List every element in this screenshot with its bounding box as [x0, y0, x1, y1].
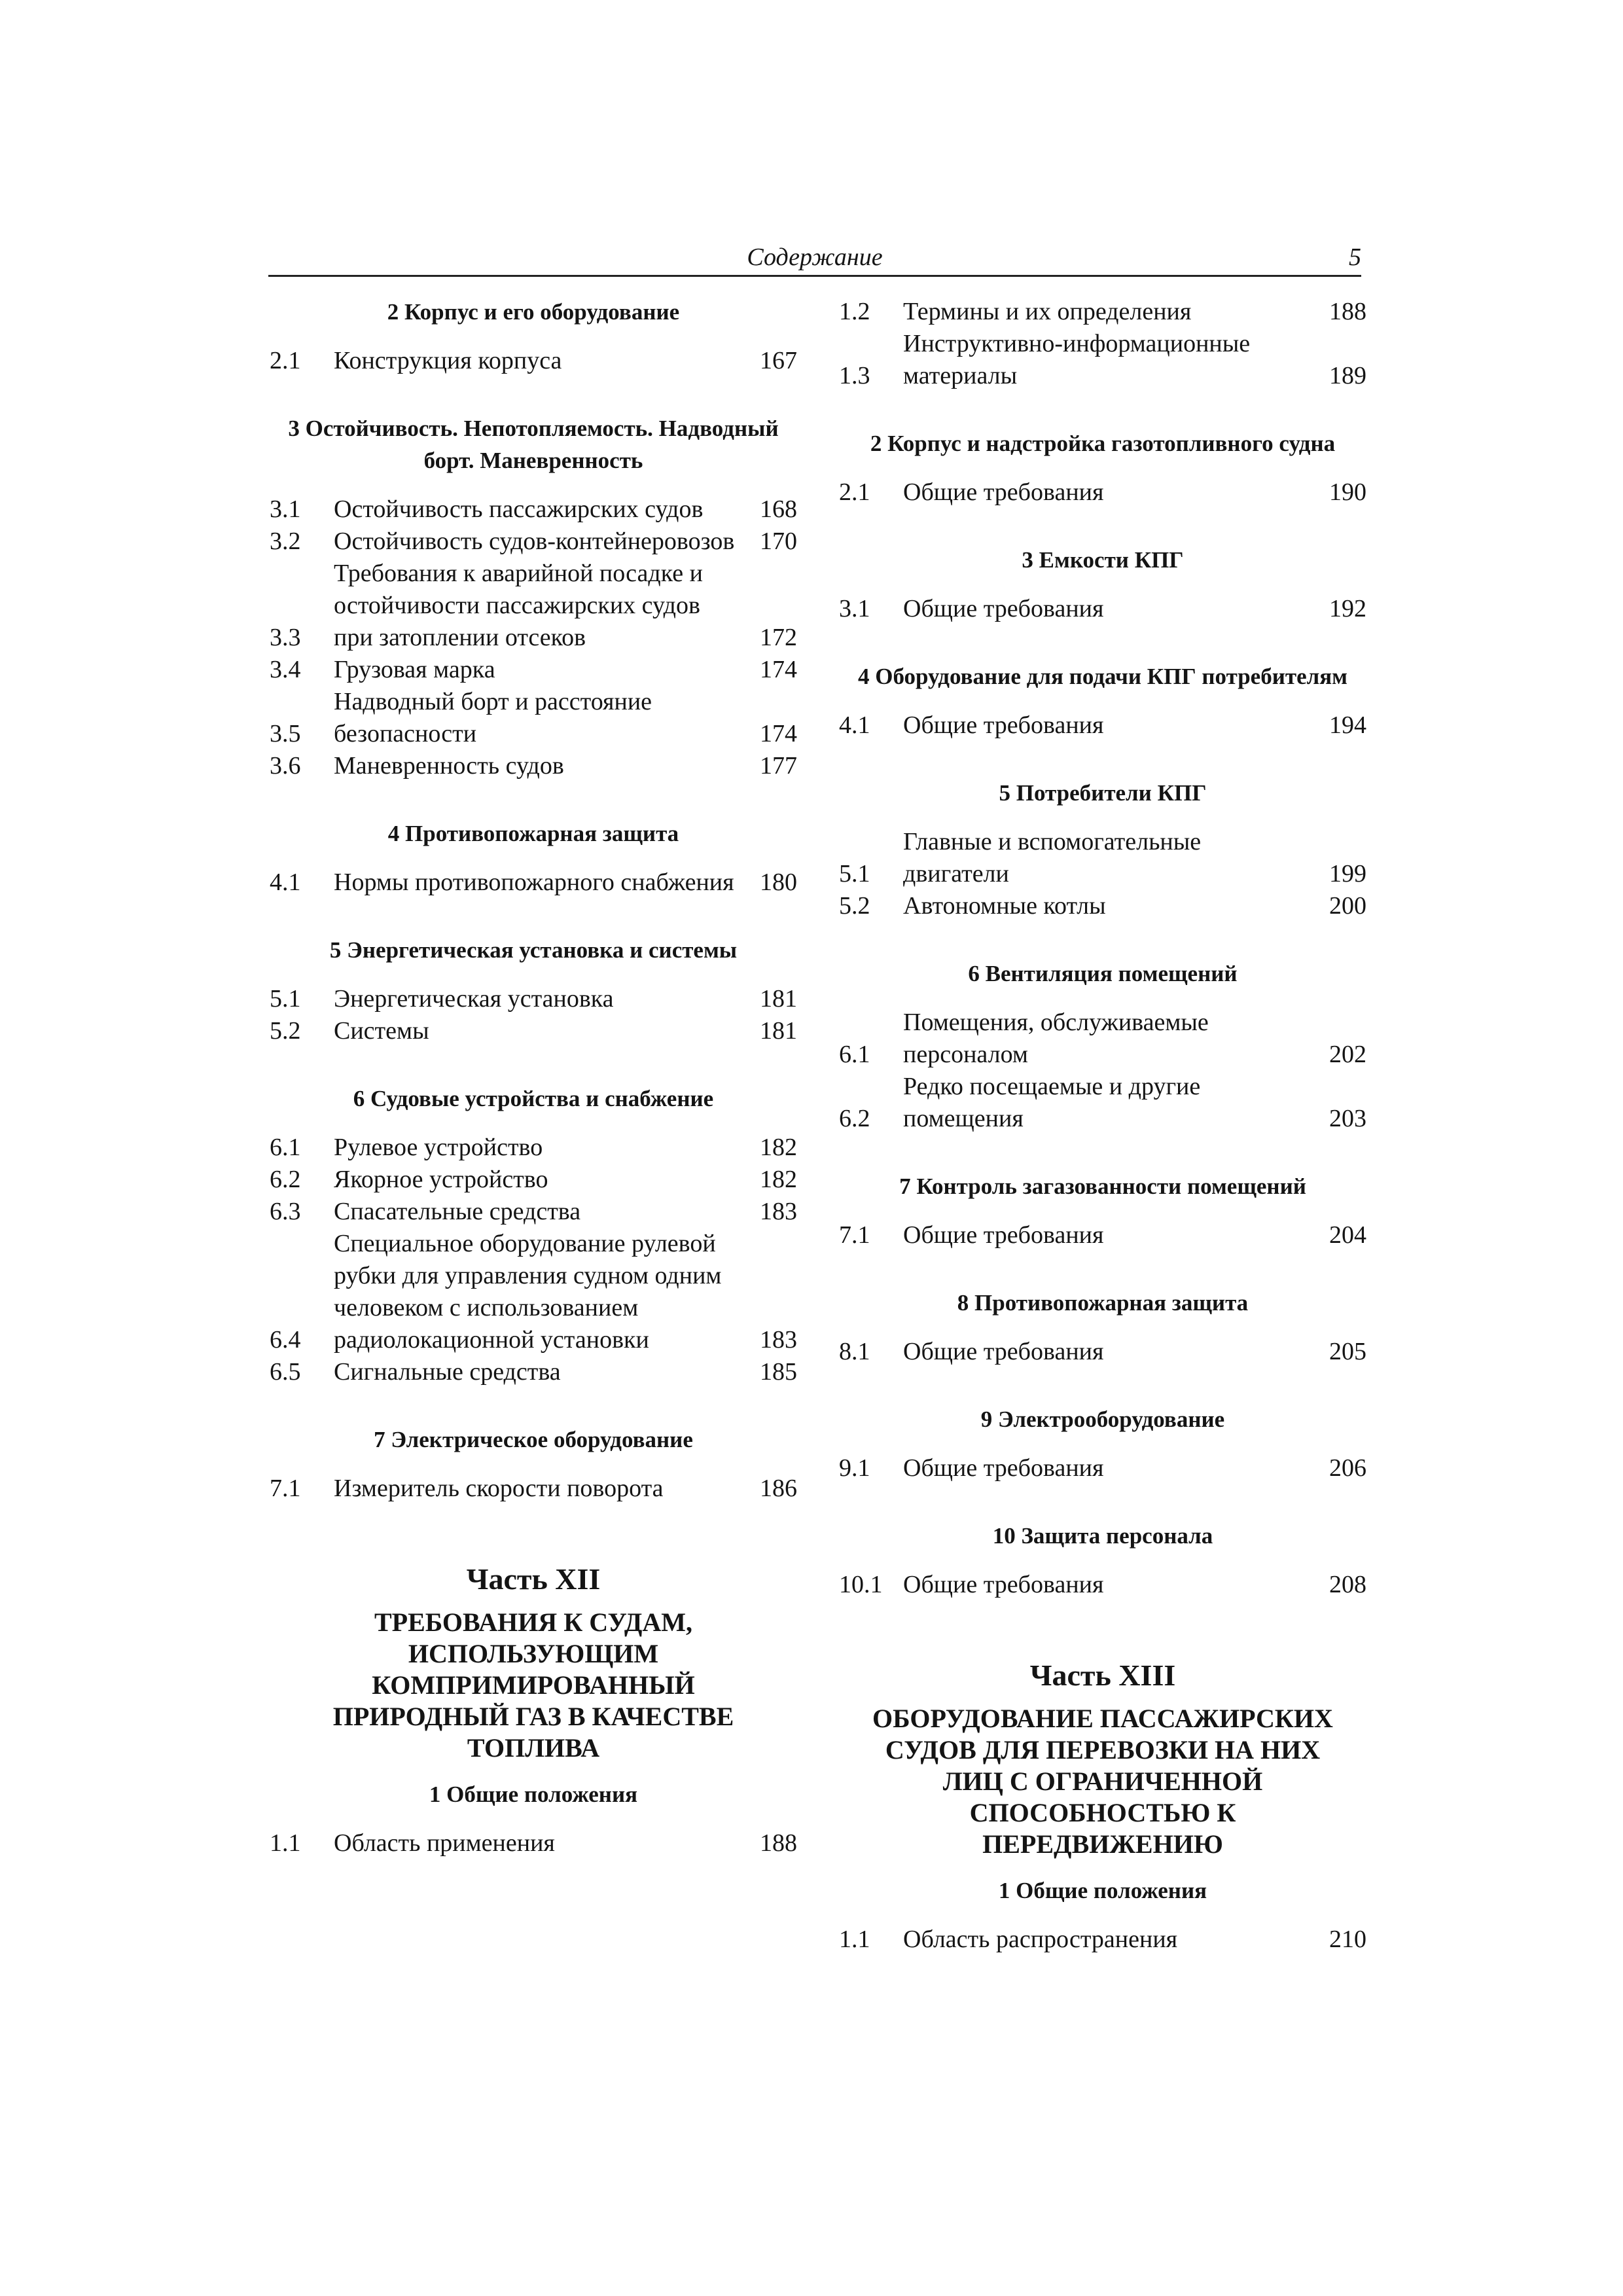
section-heading: 5 Потребители КПГ [999, 780, 1207, 806]
toc-entry[interactable] [270, 493, 797, 526]
toc-entry-page: 185 [760, 1358, 797, 1386]
toc-entry-number: 3.6 [270, 752, 301, 780]
toc-entry-page: 167 [760, 347, 797, 374]
toc-entry-page: 174 [760, 656, 797, 683]
dot-leader [1106, 600, 1322, 619]
section-heading: 6 Судовые устройства и снабжение [353, 1086, 714, 1111]
toc-entry-page: 190 [1329, 478, 1366, 506]
toc-entry[interactable] [270, 983, 797, 1015]
toc-entry[interactable] [270, 1164, 797, 1196]
dot-leader [746, 725, 753, 744]
dot-leader [432, 1022, 753, 1041]
toc-entry-number: 6.3 [270, 1198, 301, 1225]
dot-leader [1315, 1045, 1322, 1065]
dot-leader [737, 532, 753, 552]
header-rule [268, 275, 1361, 277]
dot-leader [616, 990, 753, 1009]
dot-leader [666, 1479, 753, 1499]
toc-entry-page: 189 [1329, 362, 1366, 389]
toc-entry-text: Надводный борт и расстояние безопасности [334, 688, 652, 747]
toc-entry[interactable] [270, 1196, 797, 1228]
section-heading: 5 Энергетическая установка и системы [329, 937, 738, 963]
toc-entry[interactable] [270, 686, 797, 750]
toc-entry-text: Общие требования [903, 1221, 1104, 1249]
toc-entry[interactable] [839, 593, 1366, 625]
toc-entry-number: 6.2 [839, 1105, 870, 1132]
toc-entry-text: Термины и их определения [903, 298, 1192, 325]
toc-entry-text: Маневренность судов [334, 752, 564, 780]
toc-entry-page: 170 [760, 528, 797, 555]
toc-entry-page: 182 [760, 1166, 797, 1193]
toc-entry-page: 194 [1329, 711, 1366, 739]
section-heading: 2 Корпус и надстройка газотопливного судна [870, 431, 1336, 456]
toc-entry[interactable] [270, 1228, 797, 1356]
toc-entry-text: Общие требования [903, 1571, 1104, 1598]
page-number: 5 [1349, 243, 1361, 271]
toc-entry-page: 177 [760, 752, 797, 780]
toc-entry-number: 3.5 [270, 720, 301, 747]
section-heading: 1 Общие положения [429, 1782, 638, 1807]
dot-leader [545, 1138, 753, 1158]
toc-entry-page: 204 [1329, 1221, 1366, 1249]
toc-entry[interactable] [270, 1473, 797, 1505]
toc-entry-page: 181 [760, 1017, 797, 1045]
toc-entry-text: Системы [334, 1017, 429, 1045]
toc-entry-text: Редко посещаемые и другие помещения [903, 1073, 1201, 1132]
toc-entry-page: 202 [1329, 1041, 1366, 1068]
toc-entry-text: Автономные котлы [903, 892, 1106, 920]
toc-entry-text: Грузовая марка [334, 656, 495, 683]
toc-entry-page: 186 [760, 1475, 797, 1502]
toc-entry-number: 4.1 [270, 869, 301, 896]
toc-entry-number: 7.1 [839, 1221, 870, 1249]
toc-entry-page: 203 [1329, 1105, 1366, 1132]
toc-entry[interactable] [839, 296, 1366, 328]
toc-entry[interactable] [839, 890, 1366, 922]
toc-entry-page: 168 [760, 495, 797, 523]
toc-entry-number: 1.2 [839, 298, 870, 325]
toc-entry[interactable] [839, 328, 1366, 392]
toc-entry[interactable] [839, 1336, 1366, 1368]
toc-entry-text: Требования к аварийной посадке и остойчивости пассажирских судов при затоплении отсеков [334, 560, 703, 651]
toc-entry-number: 3.3 [270, 624, 301, 651]
toc-entry[interactable] [839, 1219, 1366, 1251]
toc-entry[interactable] [270, 345, 797, 377]
toc-entry[interactable] [839, 1569, 1366, 1601]
toc-entry-text: Область применения [334, 1829, 555, 1857]
dot-leader [1106, 483, 1322, 503]
toc-entry-page: 205 [1329, 1338, 1366, 1365]
dot-leader [1106, 716, 1322, 736]
dot-leader [1315, 1109, 1322, 1129]
toc-entry-text: Нормы противопожарного снабжения [334, 869, 734, 896]
toc-entry-text: Общие требования [903, 1454, 1104, 1482]
toc-entry-text: Остойчивость судов-контейнеровозов [334, 528, 735, 555]
toc-entry-number: 3.1 [839, 595, 870, 622]
toc-entry[interactable] [270, 558, 797, 654]
toc-entry-number: 4.1 [839, 711, 870, 739]
toc-entry-text: Общие требования [903, 478, 1104, 506]
dot-leader [1106, 1575, 1322, 1595]
toc-entry[interactable] [270, 654, 797, 686]
toc-entry-number: 6.5 [270, 1358, 301, 1386]
toc-entry-page: 172 [760, 624, 797, 651]
dot-leader [1106, 1226, 1322, 1246]
toc-entry-text: Главные и вспомогательные двигатели [903, 828, 1202, 888]
dot-leader [1109, 897, 1322, 916]
toc-entry-number: 1.3 [839, 362, 870, 389]
toc-entry-number: 10.1 [839, 1571, 883, 1598]
dot-leader [705, 500, 753, 520]
dot-leader [1315, 865, 1322, 884]
toc-entry[interactable] [270, 1015, 797, 1047]
toc-entry-text: Специальное оборудование рулевой рубки для управления судном одним человеком с использованием радиолокационной установки [334, 1230, 722, 1354]
section-heading: 7 Контроль загазованности помещений [899, 1174, 1306, 1199]
toc-entry-number: 5.1 [839, 860, 870, 888]
toc-entry-number: 8.1 [839, 1338, 870, 1365]
dot-leader [583, 1202, 753, 1222]
part-subtitle: ОБОРУДОВАНИЕ ПАССАЖИРСКИХ СУДОВ ДЛЯ ПЕРЕВОЗКИ НА НИХ ЛИЦ С ОГРАНИЧЕННОЙ СПОСОБНОСТЬЮ К ПЕРЕДВИЖЕНИЮ [872, 1704, 1333, 1859]
toc-entry-page: 200 [1329, 892, 1366, 920]
toc-entry-number: 7.1 [270, 1475, 301, 1502]
dot-leader [498, 660, 753, 680]
toc-entry-text: Измеритель скорости поворота [334, 1475, 664, 1502]
toc-entry-text: Общие требования [903, 1338, 1104, 1365]
toc-entry-text: Якорное устройство [334, 1166, 548, 1193]
running-header [268, 241, 1361, 274]
toc-entry-number: 1.1 [839, 1926, 870, 1953]
section-heading: 6 Вентиляция помещений [968, 961, 1238, 986]
toc-entry-number: 2.1 [839, 478, 870, 506]
dot-leader [567, 757, 753, 776]
part-subtitle: ТРЕБОВАНИЯ К СУДАМ, ИСПОЛЬЗУЮЩИМ КОМПРИМИРОВАННЫЙ ПРИРОДНЫЙ ГАЗ В КАЧЕСТВЕ ТОПЛИВА [332, 1607, 734, 1763]
dot-leader [563, 1363, 753, 1382]
toc-entry-number: 6.1 [270, 1134, 301, 1161]
toc-entry-text: Спасательные средства [334, 1198, 581, 1225]
toc-entry-number: 2.1 [270, 347, 301, 374]
toc-entry[interactable] [270, 867, 797, 899]
dot-leader [737, 873, 753, 893]
dot-leader [1106, 1459, 1322, 1479]
toc-entry-page: 188 [1329, 298, 1366, 325]
toc-entry-page: 210 [1329, 1926, 1366, 1953]
dot-leader [564, 351, 753, 371]
part-title: Часть XIII [1029, 1659, 1176, 1692]
section-heading: 1 Общие положения [998, 1878, 1207, 1903]
toc-entry-number: 5.2 [839, 892, 870, 920]
section-heading: 3 Емкости КПГ [1022, 547, 1184, 573]
toc-entry-text: Конструкция корпуса [334, 347, 562, 374]
toc-entry-text: Область распространения [903, 1926, 1178, 1953]
toc-entry-page: 174 [760, 720, 797, 747]
toc-entry-text: Энергетическая установка [334, 985, 614, 1013]
running-header-title: Содержание [747, 243, 883, 271]
toc-entry-page: 208 [1329, 1571, 1366, 1598]
toc-entry-number: 1.1 [270, 1829, 301, 1857]
section-heading: 10 Защита персонала [992, 1523, 1213, 1549]
section-heading: 4 Противопожарная защита [387, 821, 679, 846]
toc-entry[interactable] [270, 1827, 797, 1859]
toc-entry-page: 182 [760, 1134, 797, 1161]
toc-entry-page: 181 [760, 985, 797, 1013]
toc-entry-page: 192 [1329, 595, 1366, 622]
toc-entry-number: 6.1 [839, 1041, 870, 1068]
toc-entry-text: Остойчивость пассажирских судов [334, 495, 704, 523]
toc-entry[interactable] [839, 826, 1366, 890]
toc-entry-number: 3.1 [270, 495, 301, 523]
toc-entry-text: Общие требования [903, 595, 1104, 622]
toc-entry[interactable] [270, 1356, 797, 1388]
toc-entry-page: 183 [760, 1326, 797, 1354]
toc-entry-number: 3.4 [270, 656, 301, 683]
toc-left-column [270, 296, 797, 1859]
toc-entry[interactable] [839, 1452, 1366, 1484]
dot-leader [1315, 367, 1322, 386]
toc-entry[interactable] [839, 1924, 1366, 1956]
toc-entry-page: 183 [760, 1198, 797, 1225]
toc-entry[interactable] [839, 1007, 1366, 1071]
dot-leader [558, 1834, 753, 1854]
section-heading: 4 Оборудование для подачи КПГ потребителям [857, 664, 1348, 689]
section-heading: 3 Остойчивость. Непотопляемость. Надводный борт. Маневренность [288, 416, 779, 473]
toc-entry-number: 6.4 [270, 1326, 301, 1354]
section-heading: 7 Электрическое оборудование [374, 1427, 693, 1452]
dot-leader [1106, 1342, 1322, 1362]
toc-entry-page: 188 [760, 1829, 797, 1857]
toc-entry[interactable] [270, 1132, 797, 1164]
toc-entry-text: Сигнальные средства [334, 1358, 561, 1386]
toc-entry-number: 5.2 [270, 1017, 301, 1045]
dot-leader [550, 1170, 753, 1190]
toc-entry-number: 5.1 [270, 985, 301, 1013]
toc-right-column [839, 296, 1366, 1956]
toc-entry[interactable] [839, 476, 1366, 509]
dot-leader [1180, 1930, 1322, 1950]
toc-entry-text: Рулевое устройство [334, 1134, 543, 1161]
toc-entry-text: Инструктивно-информационные материалы [903, 330, 1251, 389]
part-title: Часть XII [466, 1562, 601, 1596]
section-heading: 2 Корпус и его оборудование [387, 299, 680, 325]
toc-entry[interactable] [839, 709, 1366, 742]
toc-entry[interactable] [270, 526, 797, 558]
dot-leader [746, 1331, 753, 1350]
toc-entry[interactable] [270, 750, 797, 782]
toc-entry-number: 3.2 [270, 528, 301, 555]
section-heading: 8 Противопожарная защита [957, 1290, 1249, 1316]
toc-entry-page: 199 [1329, 860, 1366, 888]
toc-entry-text: Общие требования [903, 711, 1104, 739]
toc-entry-page: 206 [1329, 1454, 1366, 1482]
dot-leader [1194, 302, 1322, 322]
toc-entry-number: 6.2 [270, 1166, 301, 1193]
toc-entry-page: 180 [760, 869, 797, 896]
dot-leader [746, 628, 753, 648]
section-heading: 9 Электрооборудование [980, 1407, 1225, 1432]
toc-entry-number: 9.1 [839, 1454, 870, 1482]
toc-entry[interactable] [839, 1071, 1366, 1135]
toc-entry-text: Помещения, обслуживаемые персоналом [903, 1009, 1209, 1068]
